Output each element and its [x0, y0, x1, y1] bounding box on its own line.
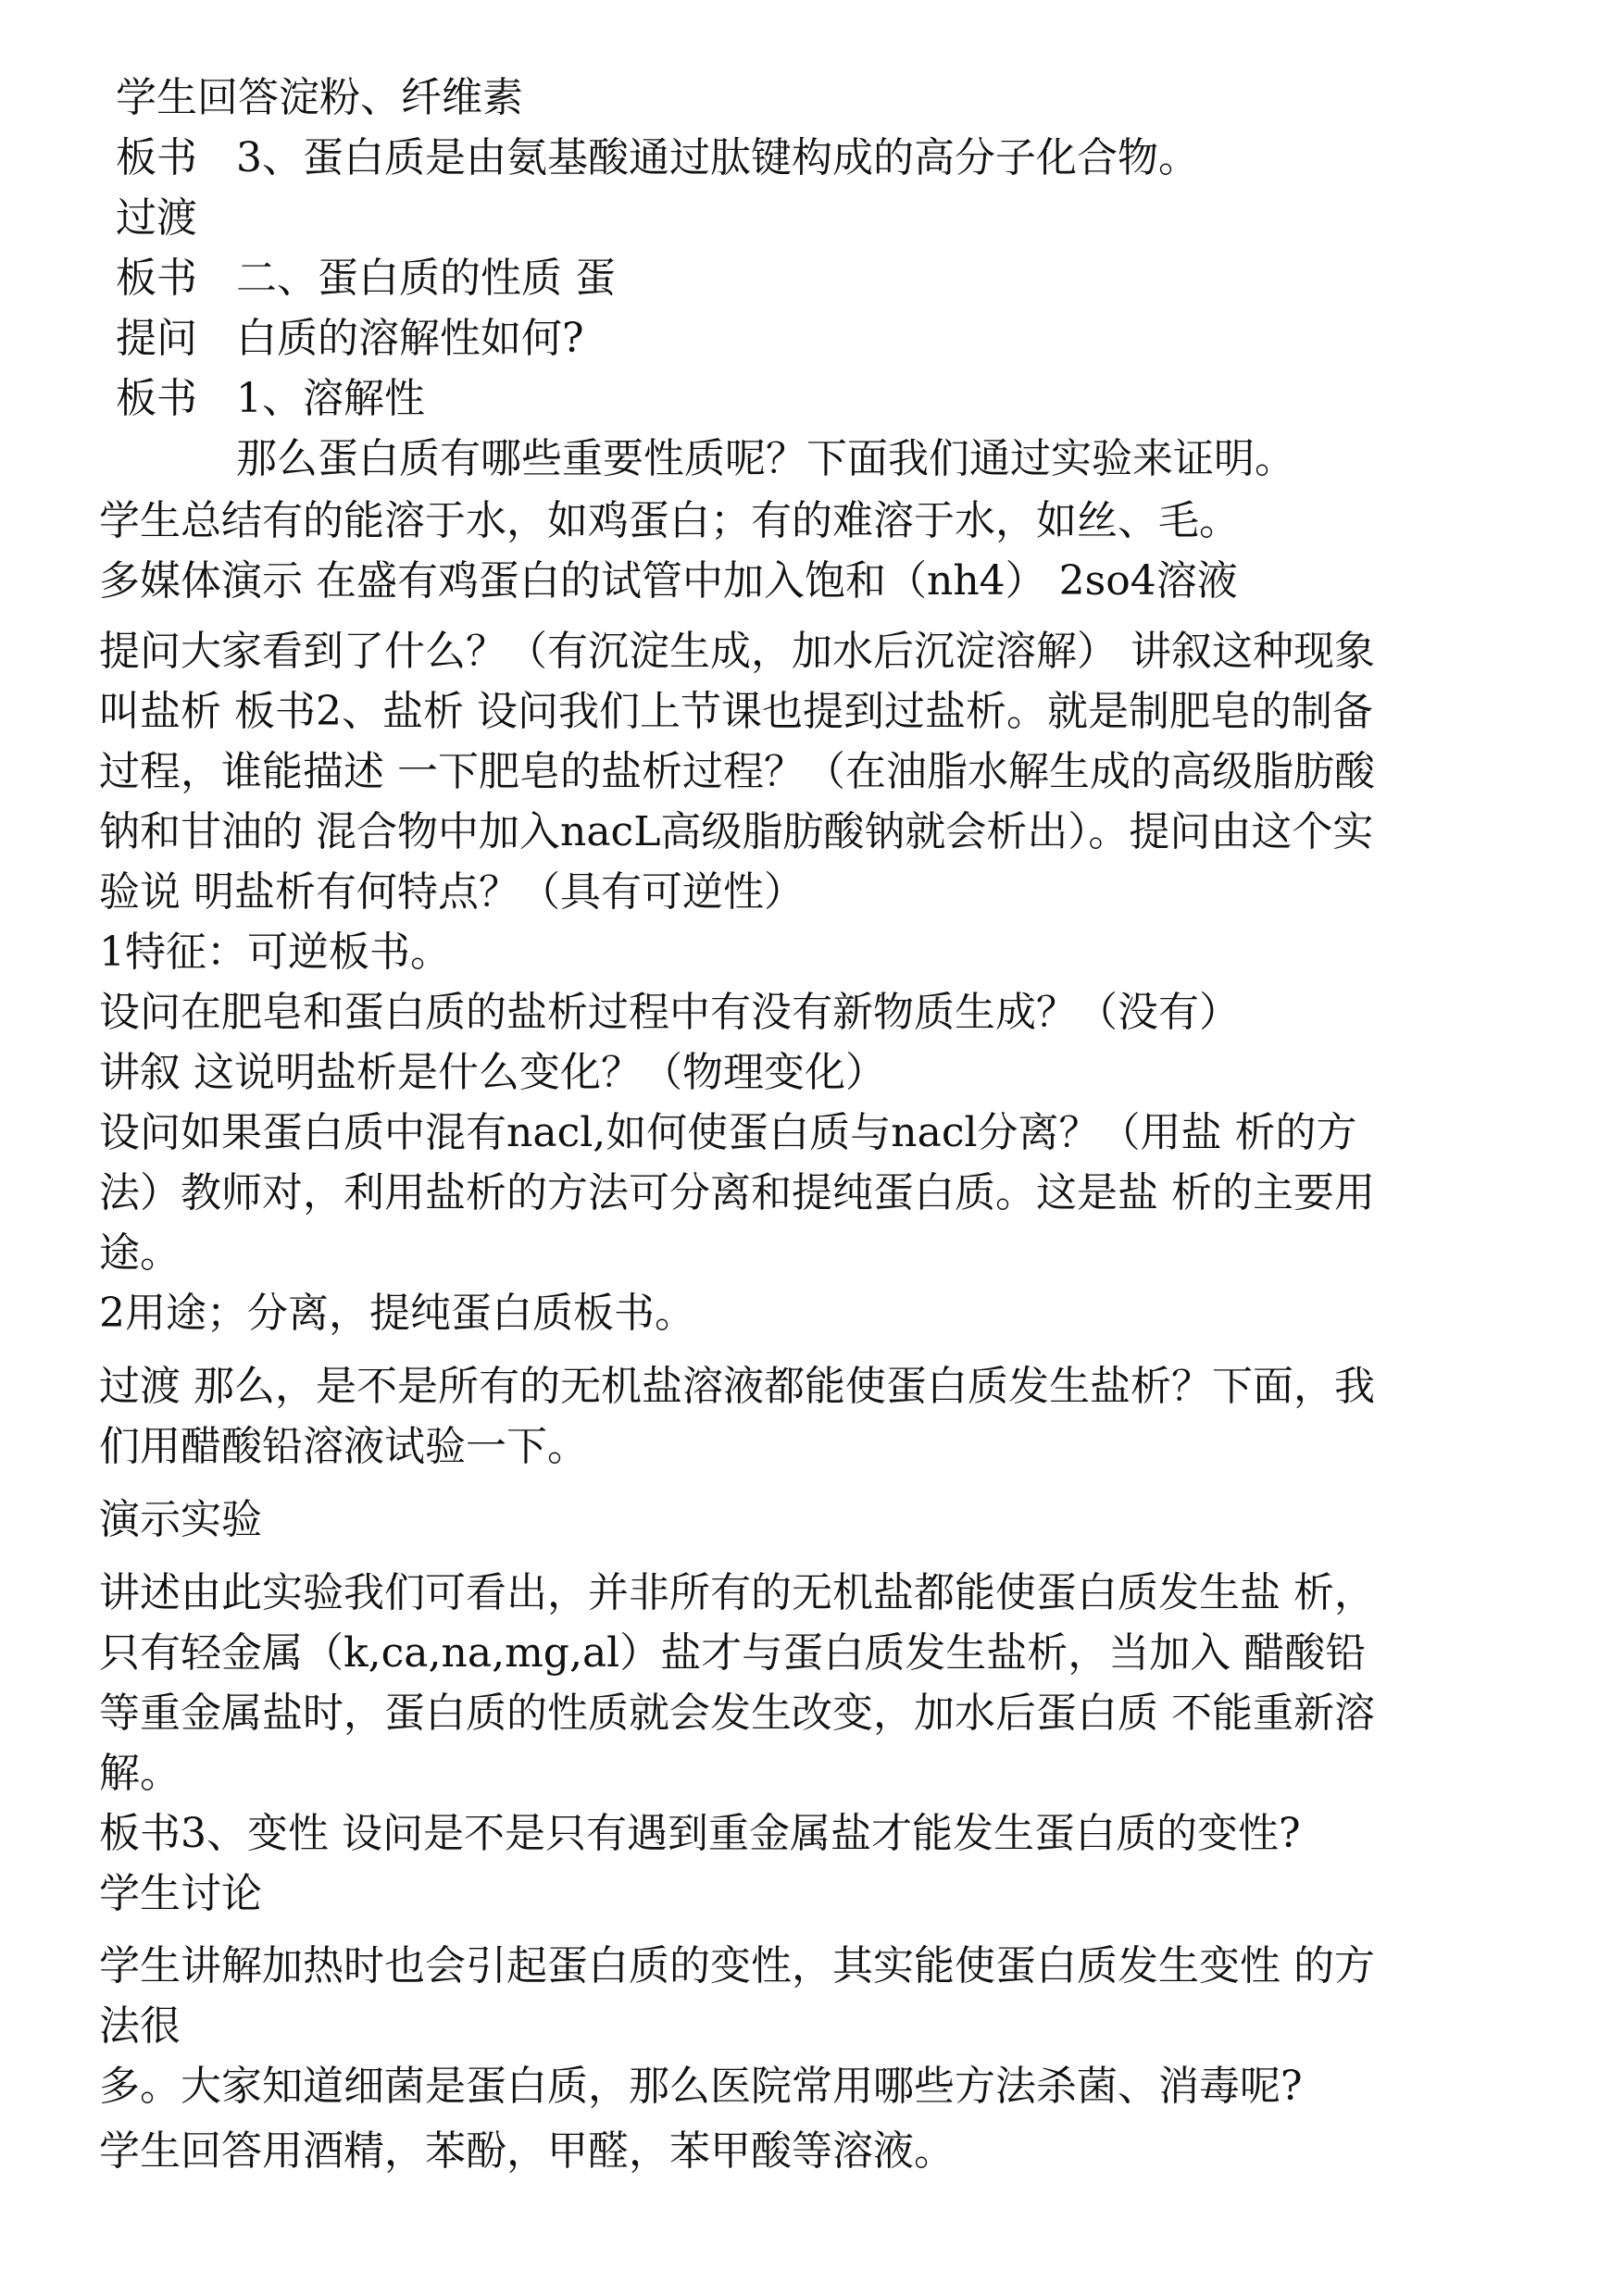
text-line: 们用醋酸铅溶液试验一下。	[99, 1423, 588, 1470]
line-label: 板书	[116, 375, 197, 422]
text-line: 叫盐析 板书2、盐析 设问我们上节课也提到过盐析。就是制肥皂的制备	[99, 688, 1373, 735]
text-line: 法很	[99, 2002, 181, 2050]
line-text: 二、蛋白质的性质 蛋	[236, 255, 616, 302]
text-line: 2用途；分离，提纯蛋白质板书。	[99, 1290, 695, 1337]
line-text: 1、溶解性	[236, 375, 425, 422]
text-line	[116, 373, 1560, 425]
text-line	[116, 132, 1560, 184]
text-line	[116, 253, 1560, 305]
line-label: 提问	[116, 315, 197, 362]
text-line: 钠和甘油的 混合物中加入nacL高级脂肪酸钠就会析出）。提问由这个实	[99, 808, 1374, 855]
text-line: 学生回答用酒精，苯酚，甲醛，苯甲酸等溶液。	[99, 2127, 955, 2175]
text-line: 途。	[99, 1229, 181, 1277]
text-line	[116, 313, 1560, 365]
text-line: 设问在肥皂和蛋白质的盐析过程中有没有新物质生成？（没有）	[99, 989, 1240, 1036]
text-line: 1特征：可逆板书。	[99, 929, 451, 976]
line-label: 板书	[116, 255, 197, 302]
text-line: 提问大家看到了什么？（有沉淀生成，加水后沉淀溶解） 讲叙这种现象	[99, 628, 1375, 675]
text-line: 验说 明盐析有何特点？（具有可逆性）	[99, 868, 805, 916]
line-label: 板书	[116, 134, 197, 181]
line-text: 白质的溶解性如何?	[236, 315, 584, 362]
text-line: 多。大家知道细菌是蛋白质，那么医院常用哪些方法杀菌、消毒呢?	[99, 2063, 1303, 2110]
text-line: 板书3、变性 设问是不是只有遇到重金属盐才能发生蛋白质的变性?	[99, 1810, 1301, 1857]
text-line: 学生回答淀粉、纤维素	[116, 74, 523, 121]
text-line: 学生讨论	[99, 1870, 262, 1917]
text-line: 过渡	[116, 194, 197, 242]
text-line: 讲叙 这说明盐析是什么变化？（物理变化）	[99, 1049, 886, 1096]
text-line: 演示实验	[99, 1496, 262, 1543]
text-line: 那么蛋白质有哪些重要性质呢？下面我们通过实验来证明。	[236, 435, 1295, 482]
text-line: 讲述由此实验我们可看出，并非所有的无机盐都能使蛋白质发生盐 析，	[99, 1569, 1375, 1616]
text-line: 只有轻金属（k,ca,na,mg,al）盐才与蛋白质发生盐析，当加入 醋酸铅	[99, 1629, 1367, 1677]
text-line: 学生讲解加热时也会引起蛋白质的变性，其实能使蛋白质发生变性 的方	[99, 1942, 1375, 1989]
text-line: 过渡 那么，是不是所有的无机盐溶液都能使蛋白质发生盐析？下面，我	[99, 1363, 1375, 1410]
text-line: 学生总结有的能溶于水，如鸡蛋白；有的难溶于水，如丝、毛。	[99, 497, 1240, 544]
text-line: 多媒体演示 在盛有鸡蛋白的试管中加入饱和（nh4） 2so4溶液	[99, 557, 1238, 605]
text-line: 设问如果蛋白质中混有nacl,如何使蛋白质与nacl分离？（用盐 析的方	[99, 1109, 1357, 1156]
text-line: 过程，谁能描述 一下肥皂的盐析过程？（在油脂水解生成的高级脂肪酸	[99, 748, 1375, 795]
text-line: 等重金属盐时，蛋白质的性质就会发生改变，加水后蛋白质 不能重新溶	[99, 1690, 1375, 1737]
line-text: 3、蛋白质是由氨基酸通过肽键构成的高分子化合物。	[236, 134, 1199, 181]
text-line: 解。	[99, 1750, 181, 1797]
text-line: 法）教师对，利用盐析的方法可分离和提纯蛋白质。这是盐 析的主要用	[99, 1169, 1375, 1216]
